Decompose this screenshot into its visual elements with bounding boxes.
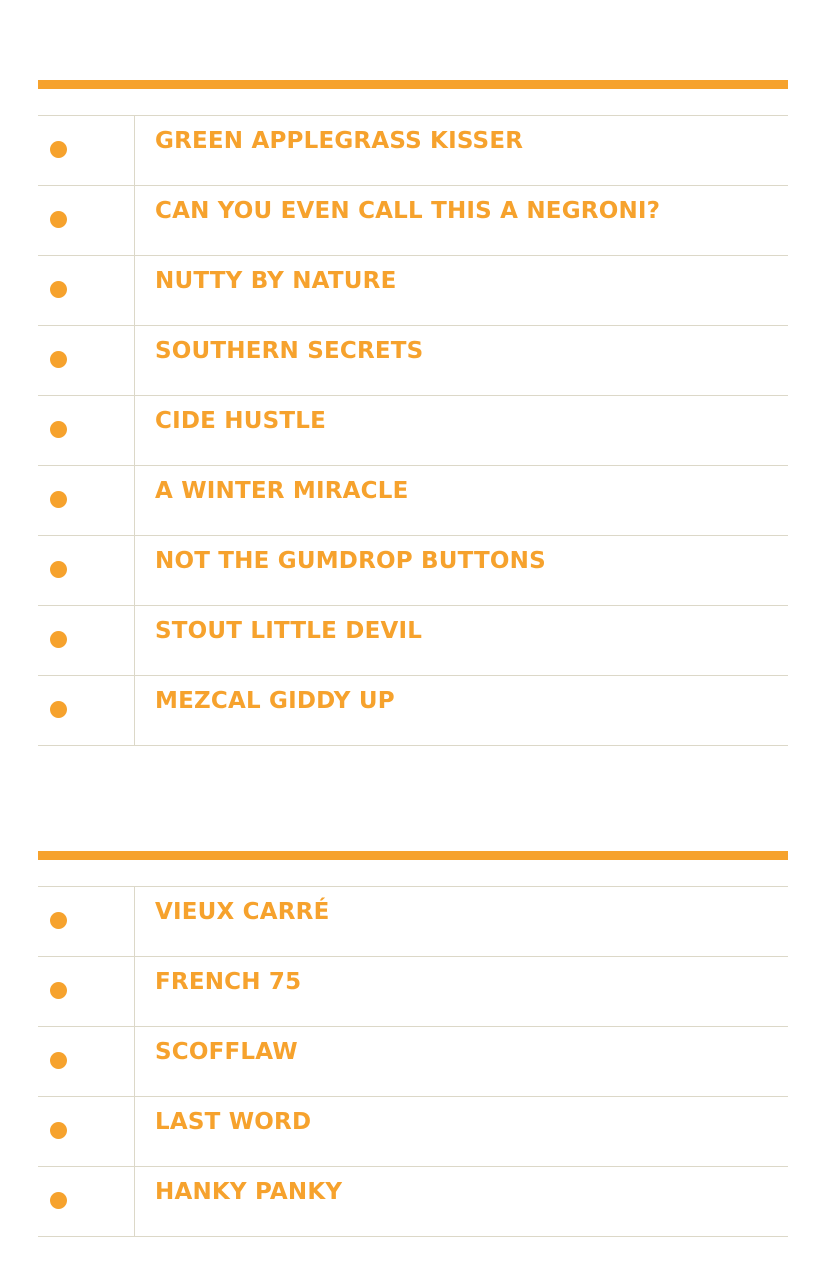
bullet-dot-icon: [50, 982, 67, 999]
bullet-dot-icon: [50, 1052, 67, 1069]
menu-item-row: [38, 116, 788, 186]
menu-item-row: [38, 326, 788, 396]
menu-item-name: CIDE HUSTLE: [155, 408, 326, 434]
menu-item-name: NOT THE GUMDROP BUTTONS: [155, 548, 546, 574]
menu-item-row: [38, 396, 788, 466]
menu-item-row: [38, 676, 788, 746]
menu-item-name: NUTTY BY NATURE: [155, 268, 397, 294]
menu-item-row: [38, 606, 788, 676]
section-divider-bar: [38, 851, 788, 860]
bullet-dot-icon: [50, 1122, 67, 1139]
bullet-dot-icon: [50, 631, 67, 648]
menu-section-1: [38, 80, 788, 746]
menu-item-row: [38, 256, 788, 326]
bullet-dot-icon: [50, 211, 67, 228]
menu-item-name: CAN YOU EVEN CALL THIS A NEGRONI?: [155, 198, 661, 224]
bullet-dot-icon: [50, 421, 67, 438]
menu-section-2: [38, 851, 788, 1237]
menu-item-row: [38, 887, 788, 957]
menu-item-name: GREEN APPLEGRASS KISSER: [155, 128, 524, 154]
menu-item-row: [38, 957, 788, 1027]
menu-item-name: LAST WORD: [155, 1109, 312, 1135]
menu-item-row: [38, 1167, 788, 1237]
menu-list: [38, 886, 788, 1237]
menu-item-row: [38, 536, 788, 606]
section-divider-bar: [38, 80, 788, 89]
menu-item-row: [38, 1097, 788, 1167]
bullet-dot-icon: [50, 1192, 67, 1209]
menu-list: [38, 115, 788, 746]
menu-item-name: SOUTHERN SECRETS: [155, 338, 424, 364]
menu-item-row: [38, 186, 788, 256]
menu-item-name: VIEUX CARRÉ: [155, 899, 330, 925]
menu-item-name: SCOFFLAW: [155, 1039, 298, 1065]
bullet-dot-icon: [50, 912, 67, 929]
menu-item-name: FRENCH 75: [155, 969, 302, 995]
bullet-dot-icon: [50, 351, 67, 368]
bullet-dot-icon: [50, 141, 67, 158]
menu-item-row: [38, 466, 788, 536]
bullet-dot-icon: [50, 281, 67, 298]
menu-item-row: [38, 1027, 788, 1097]
menu-item-name: STOUT LITTLE DEVIL: [155, 618, 423, 644]
menu-item-name: MEZCAL GIDDY UP: [155, 688, 395, 714]
bullet-dot-icon: [50, 491, 67, 508]
bullet-dot-icon: [50, 561, 67, 578]
menu-item-name: A WINTER MIRACLE: [155, 478, 409, 504]
menu-item-name: HANKY PANKY: [155, 1179, 343, 1205]
bullet-dot-icon: [50, 701, 67, 718]
